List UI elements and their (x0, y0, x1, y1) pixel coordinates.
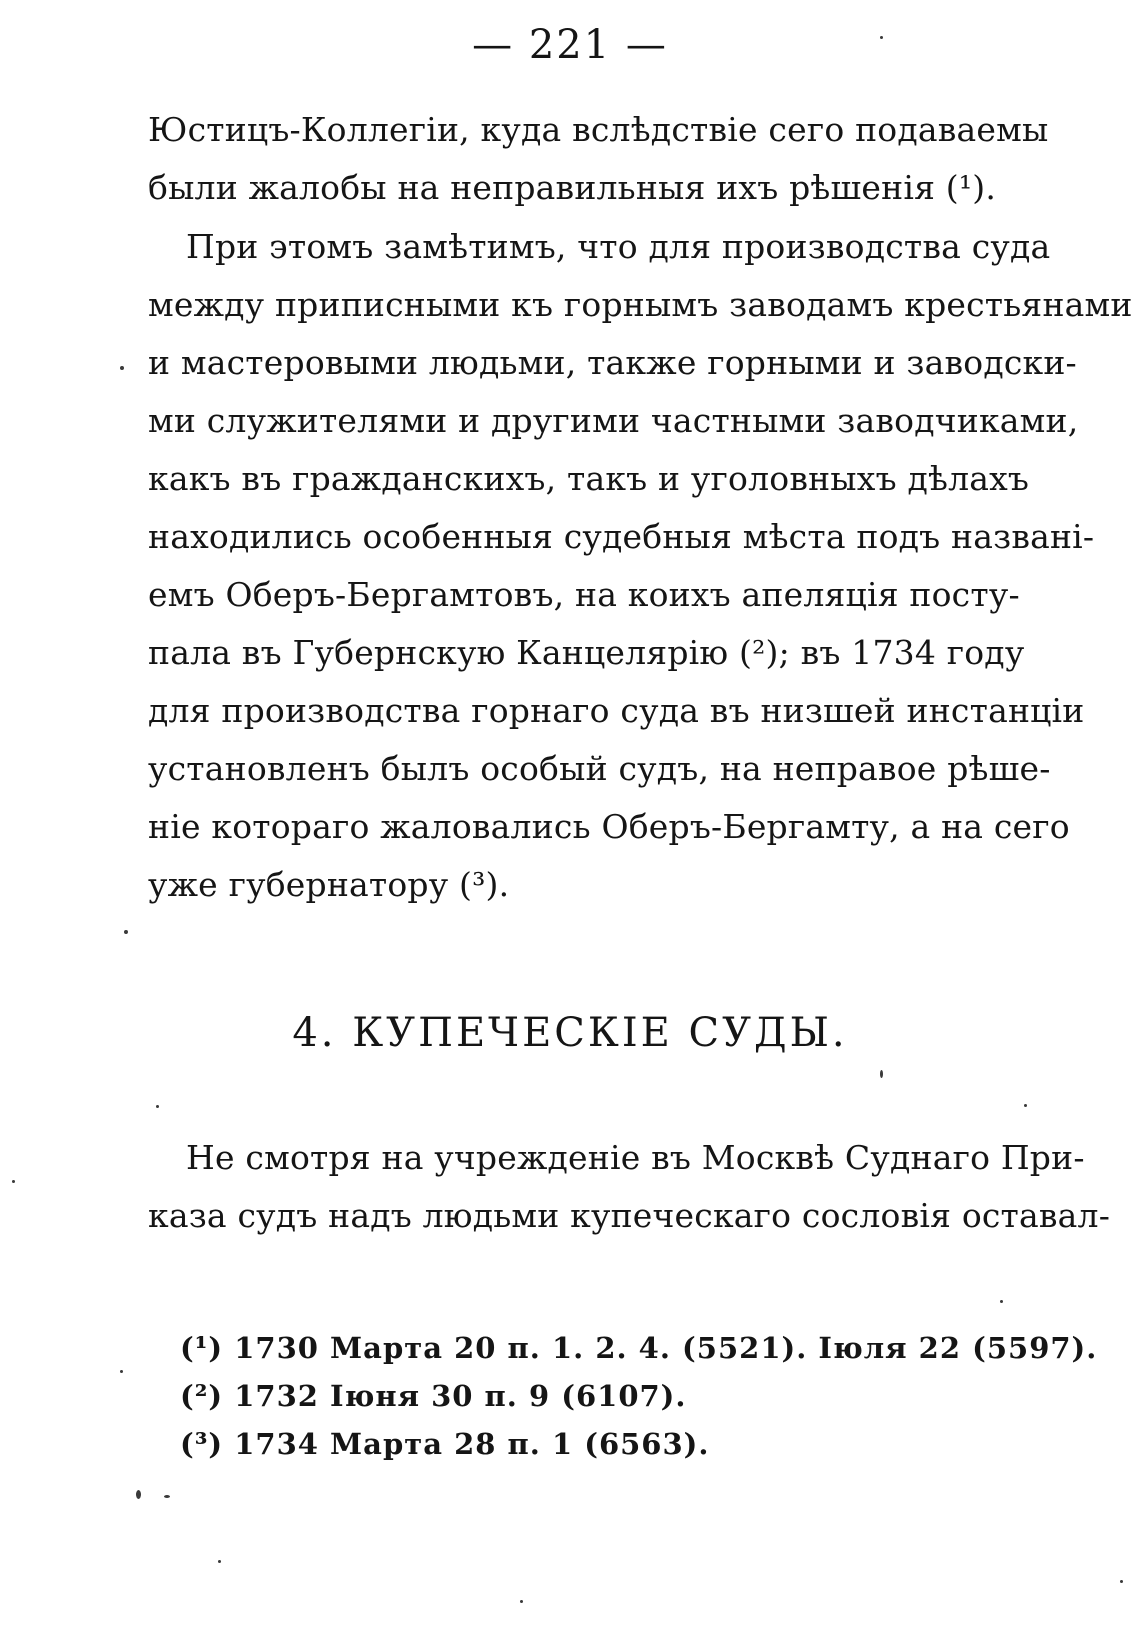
text-line: для производства горнаго суда въ низшей инстанціи (148, 691, 1085, 730)
text-line: ми служителями и другими частными заводчиками, (148, 401, 1079, 440)
scan-speck (520, 1600, 523, 1603)
scan-speck (1024, 1104, 1027, 1107)
scan-speck (156, 1105, 159, 1108)
footnote-3: (³) 1734 Марта 28 п. 1 (6563). (180, 1427, 710, 1461)
text-line: уже губернатору (³). (148, 865, 510, 904)
page-number: — 221 — (472, 22, 668, 68)
text-line: и мастеровыми людьми, также горными и заводски- (148, 343, 1077, 382)
scan-speck (124, 930, 128, 934)
text-line: установленъ былъ особый судъ, на неправое рѣше- (148, 749, 1051, 788)
scan-speck (1120, 1580, 1123, 1583)
text-line: какъ въ гражданскихъ, такъ и уголовныхъ дѣлахъ (148, 459, 1030, 498)
scan-speck (164, 1495, 170, 1498)
text-line: между приписными къ горнымъ заводамъ крестьянами (148, 285, 1133, 324)
scan-speck (880, 36, 883, 39)
scan-speck (136, 1490, 141, 1499)
text-line: были жалобы на неправильныя ихъ рѣшенія (¹). (148, 168, 997, 207)
section-heading: 4. КУПЕЧЕСКІЕ СУДЫ. (292, 1010, 848, 1056)
scan-speck (1000, 1300, 1003, 1303)
footnote-2: (²) 1732 Іюня 30 п. 9 (6107). (180, 1379, 687, 1413)
scan-speck (120, 1370, 123, 1373)
text-line: находились особенныя судебныя мѣста подъ названі- (148, 517, 1095, 556)
footnote-1: (¹) 1730 Марта 20 п. 1. 2. 4. (5521). Іюля 22 (5597). (180, 1331, 1098, 1365)
scan-speck (218, 1560, 221, 1563)
scan-speck (12, 1180, 15, 1183)
scan-speck (880, 1070, 883, 1078)
text-line: каза судъ надъ людьми купеческаго сословія оставал- (148, 1196, 1111, 1235)
text-line: Юстицъ-Коллегіи, куда вслѣдствіе сего подаваемы (148, 110, 1049, 149)
text-line: ніе котораго жаловались Оберъ-Бергамту, а на сего (148, 807, 1070, 846)
text-line: емъ Оберъ-Бергамтовъ, на коихъ апеляція посту- (148, 575, 1020, 614)
scan-speck (120, 366, 124, 370)
text-line: Не смотря на учрежденіе въ Москвѣ Суднаго При- (186, 1138, 1085, 1177)
text-line: пала въ Губернскую Канцелярію (²); въ 1734 году (148, 633, 1025, 672)
text-line: При этомъ замѣтимъ, что для производства суда (186, 227, 1051, 266)
